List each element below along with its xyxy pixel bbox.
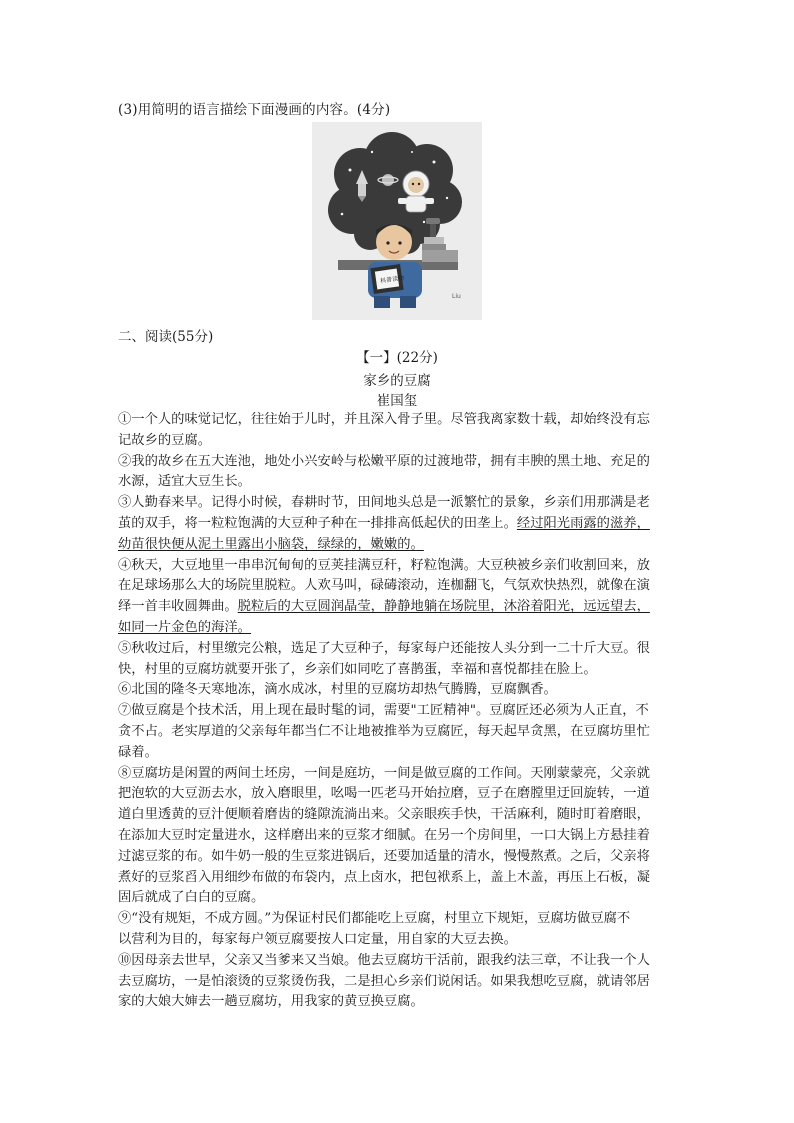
text-line: ⑤秋收过后，村里缴完公粮，选足了大豆种子，每家每户还能按人头分到一二十斤大豆。很: [118, 640, 650, 656]
paragraph-4: [118, 556, 678, 639]
text-line: 把泡软的大豆沥去水，放入磨眼里，吆喝一匹老马开始拉磨，豆子在磨膛里迂回旋转，一道: [118, 786, 650, 802]
text-segment: 茧的双手，将一粒粒饱满的大豆种子种在一排排高低起伏的田垄上。: [118, 515, 517, 531]
underlined-sentence: 经过阳光雨露的滋养，: [516, 515, 650, 531]
text-line: ④秋天，大豆地里一串串沉甸甸的豆荚挂满豆秆，籽粒饱满。大豆秧被乡亲们收割回来，放: [118, 557, 650, 573]
text-line: 记故乡的豆腐。: [118, 432, 212, 448]
cartoon-image: [312, 122, 482, 320]
part-label: 【一】(22分): [356, 350, 438, 366]
text-segment: 绎一首丰收圆舞曲。: [118, 599, 238, 615]
underlined-sentence: 幼苗很快便从泥土里露出小脑袋，绿绿的，嫩嫩的。: [118, 536, 424, 552]
text-line: ⑥北国的隆冬天寒地冻，滴水成冰，村里的豆腐坊却热气腾腾，豆腐飘香。: [118, 682, 557, 698]
paragraph-8: [118, 764, 678, 910]
text-line: ⑨“没有规矩，不成方圆。”为保证村民们都能吃上豆腐，村里立下规矩，豆腐坊做豆腐不: [118, 911, 631, 927]
text-line: ③人勤春来早。记得小时候，春耕时节，田间地头总是一派繁忙的景象，乡亲们用那满是老: [118, 495, 650, 511]
paragraph-5: [118, 639, 678, 681]
text-line: 在足球场那么大的场院里脱粒。人欢马叫，碌碡滚动，连枷翻飞，气氛欢快热烈，就像在演: [118, 578, 650, 594]
text-line: ⑩因母亲去世早，父亲又当爹来又当娘。他去豆腐坊干活前，跟我约法三章，不让我一个人: [118, 952, 650, 968]
text-line: 贪不占。老实厚道的父亲每年都当仁不让地被推举为豆腐匠，每天起早贪黑，在豆腐坊里忙: [118, 723, 650, 739]
text-line: [118, 514, 678, 535]
paragraph-6: [118, 680, 678, 701]
paragraph-2: [118, 452, 678, 494]
text-line: 碌着。: [118, 744, 158, 760]
underlined-sentence: 脱粒后的大豆圆润晶莹，静静地躺在场院里，沐浴着阳光，远远望去，: [237, 599, 650, 615]
artist-signature: Liu: [452, 293, 461, 300]
paragraph-9: [118, 909, 678, 951]
paragraph-10: [118, 951, 678, 1013]
text-line: [118, 597, 678, 618]
text-line: 去豆腐坊，一是怕滚烫的豆浆烫伤我，二是担心乡亲们说闲话。如果我想吃豆腐，就请邻居: [118, 973, 650, 989]
article-author: 崔国玺: [376, 393, 418, 409]
text-line: 在添加大豆时定量进水，这样磨出来的豆浆才细腻。在另一个房间里，一口大锅上方悬挂着: [118, 827, 650, 843]
text-line: ②我的故乡在五大连池，地处小兴安岭与松嫩平原的过渡地带，拥有丰腴的黑土地、充足的: [118, 453, 650, 469]
text-line: ⑦做豆腐是个技术活，用上现在最时髦的词，需要"工匠精神"。豆腐匠还必须为人正直，不: [118, 703, 649, 719]
text-line: 煮好的豆浆舀入用细纱布做的布袋内，点上卤水，把包袱系上，盖上木盖，再压上石板，凝: [118, 869, 650, 885]
paragraph-1: [118, 410, 678, 452]
section-header: 二、阅读(55分): [118, 329, 214, 345]
text-line: 家的大娘大婶去一趟豆腐坊，用我家的黄豆换豆腐。: [118, 994, 424, 1010]
text-line: 水源，适宜大豆生长。: [118, 474, 251, 490]
cartoon-illustration: [312, 122, 482, 320]
paragraph-7: [118, 701, 678, 763]
text-line: 固后就成了白白的豆腐。: [118, 890, 265, 906]
book-cover-text: 科普读物: [379, 274, 405, 285]
article-body: [118, 410, 678, 1013]
text-line: 道白里透黄的豆汁便顺着磨齿的缝隙流淌出来。父亲眼疾手快，干活麻利，随时盯着磨眼，: [118, 807, 650, 823]
text-line: 过滤豆浆的布。如牛奶一般的生豆浆进锅后，还要加适量的清水，慢慢熬煮。之后，父亲将: [118, 848, 650, 864]
text-line: 以营利为目的，每家每户领豆腐要按人口定量，用自家的大豆去换。: [118, 931, 517, 947]
paragraph-3: [118, 493, 678, 555]
question-3: (3)用简明的语言描绘下面漫画的内容。(4分): [118, 102, 391, 118]
text-line: ⑧豆腐坊是闲置的两间土坯房，一间是庭坊，一间是做豆腐的工作间。天刚蒙蒙亮，父亲就: [118, 765, 650, 781]
underlined-sentence: 如同一片金色的海洋。: [118, 619, 251, 635]
text-line: 快，村里的豆腐坊就要开张了，乡亲们如同吃了喜鹊蛋，幸福和喜悦都挂在脸上。: [118, 661, 597, 677]
text-line: ①一个人的味觉记忆，往往始于儿时，并且深入骨子里。尽管我离家数十载，却始终没有忘: [118, 412, 650, 427]
article-title: 家乡的豆腐: [363, 373, 431, 389]
